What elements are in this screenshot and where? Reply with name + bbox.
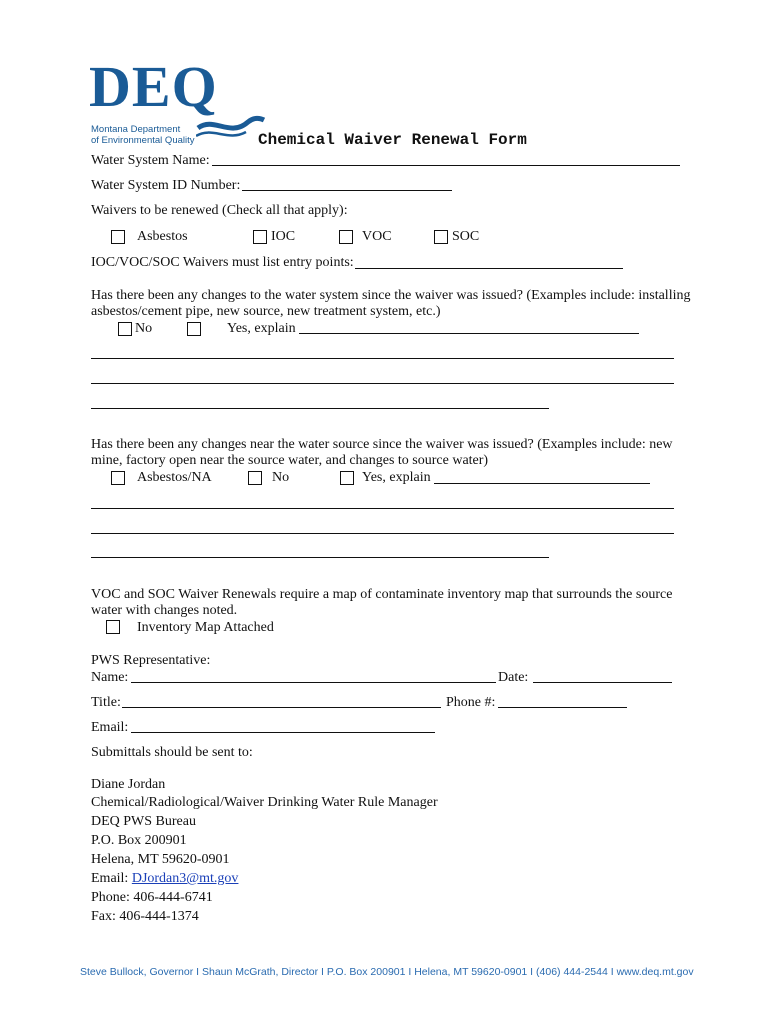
phone-label: Phone #: [446,695,496,710]
water-system-name-field[interactable] [212,165,680,166]
water-system-name-label: Water System Name: [91,153,210,168]
asbestos-label: Asbestos [137,229,188,244]
water-system-id-field[interactable] [242,190,452,191]
voc-label: VOC [362,229,392,244]
q2-text-line1: Has there been any changes near the water source since the waiver was issued? (Examples include: new [91,437,673,452]
logo-wave-icon [196,108,266,140]
waivers-label: Waivers to be renewed (Check all that apply): [91,203,348,218]
logo-mark: DEQ [89,54,218,119]
email-label: Email: [91,720,129,735]
q1-explain-field[interactable] [299,333,639,334]
contact-email-row [91,871,238,887]
phone-field[interactable] [498,707,627,708]
soc-label: SOC [452,229,480,244]
contact-email-link[interactable]: DJordan3@mt.gov [131,871,239,886]
q2-yes-checkbox[interactable] [340,471,354,485]
submittals-label: Submittals should be sent to: [91,745,253,760]
form-title: Chemical Waiver Renewal Form [258,131,527,149]
map-text-line2: water with changes noted. [91,603,238,618]
q2-asbestos-na-checkbox[interactable] [111,471,125,485]
footer-text: Steve Bullock, Governor I Shaun McGrath, Director I P.O. Box 200901 I Helena, MT 59620-0901 I (406) 444-2544 I www.deq.mt.gov [80,966,694,978]
map-attached-checkbox[interactable] [106,620,120,634]
name-field[interactable] [131,682,496,683]
soc-checkbox[interactable] [434,230,448,244]
logo-line1: Montana Department [91,124,181,135]
map-text-line1: VOC and SOC Waiver Renewals require a map of contaminate inventory map that surrounds the source [91,587,673,602]
q2-explain-line-3[interactable] [91,557,549,558]
entry-points-label: IOC/VOC/SOC Waivers must list entry points: [91,255,354,270]
q2-text-line2: mine, factory open near the source water, and changes to source water) [91,453,489,468]
q2-no-label: No [272,470,290,485]
pws-rep-label: PWS Representative: [91,653,211,668]
q2-asbestos-na-label: Asbestos/NA [137,470,212,485]
q2-explain-field[interactable] [434,483,650,484]
q1-no-label: No [135,321,153,336]
title-field[interactable] [122,707,441,708]
date-label: Date: [498,670,529,685]
q1-explain-line-3[interactable] [91,408,549,409]
name-label: Name: [91,670,129,685]
contact-role: Chemical/Radiological/Waiver Drinking Water Rule Manager [91,795,438,810]
q1-text-line2: asbestos/cement pipe, new source, new treatment system, etc.) [91,304,441,319]
entry-points-field[interactable] [355,268,623,269]
contact-city: Helena, MT 59620-0901 [91,852,230,867]
q2-no-checkbox[interactable] [248,471,262,485]
map-attached-label: Inventory Map Attached [137,620,274,635]
q1-explain-line-2[interactable] [91,383,674,384]
ioc-label: IOC [271,229,296,244]
q1-no-checkbox[interactable] [118,322,132,336]
ioc-checkbox[interactable] [253,230,267,244]
water-system-id-label: Water System ID Number: [91,178,241,193]
q1-explain-line-1[interactable] [91,358,674,359]
contact-name: Diane Jordan [91,777,166,792]
q1-text-line1: Has there been any changes to the water system since the waiver was issued? (Examples include: installing [91,288,691,303]
contact-email-label: Email: [91,871,132,886]
title-label: Title: [91,695,121,710]
q1-yes-label: Yes, explain [227,321,296,336]
email-field[interactable] [131,732,435,733]
q2-explain-line-1[interactable] [91,508,674,509]
contact-po-box: P.O. Box 200901 [91,833,187,848]
q2-explain-line-2[interactable] [91,533,674,534]
q1-yes-checkbox[interactable] [187,322,201,336]
contact-phone: Phone: 406-444-6741 [91,890,213,905]
contact-fax: Fax: 406-444-1374 [91,909,199,924]
voc-checkbox[interactable] [339,230,353,244]
contact-bureau: DEQ PWS Bureau [91,814,196,829]
date-field[interactable] [533,682,672,683]
logo-line2: of Environmental Quality [91,135,195,146]
asbestos-checkbox[interactable] [111,230,125,244]
q2-yes-label: Yes, explain [362,470,431,485]
